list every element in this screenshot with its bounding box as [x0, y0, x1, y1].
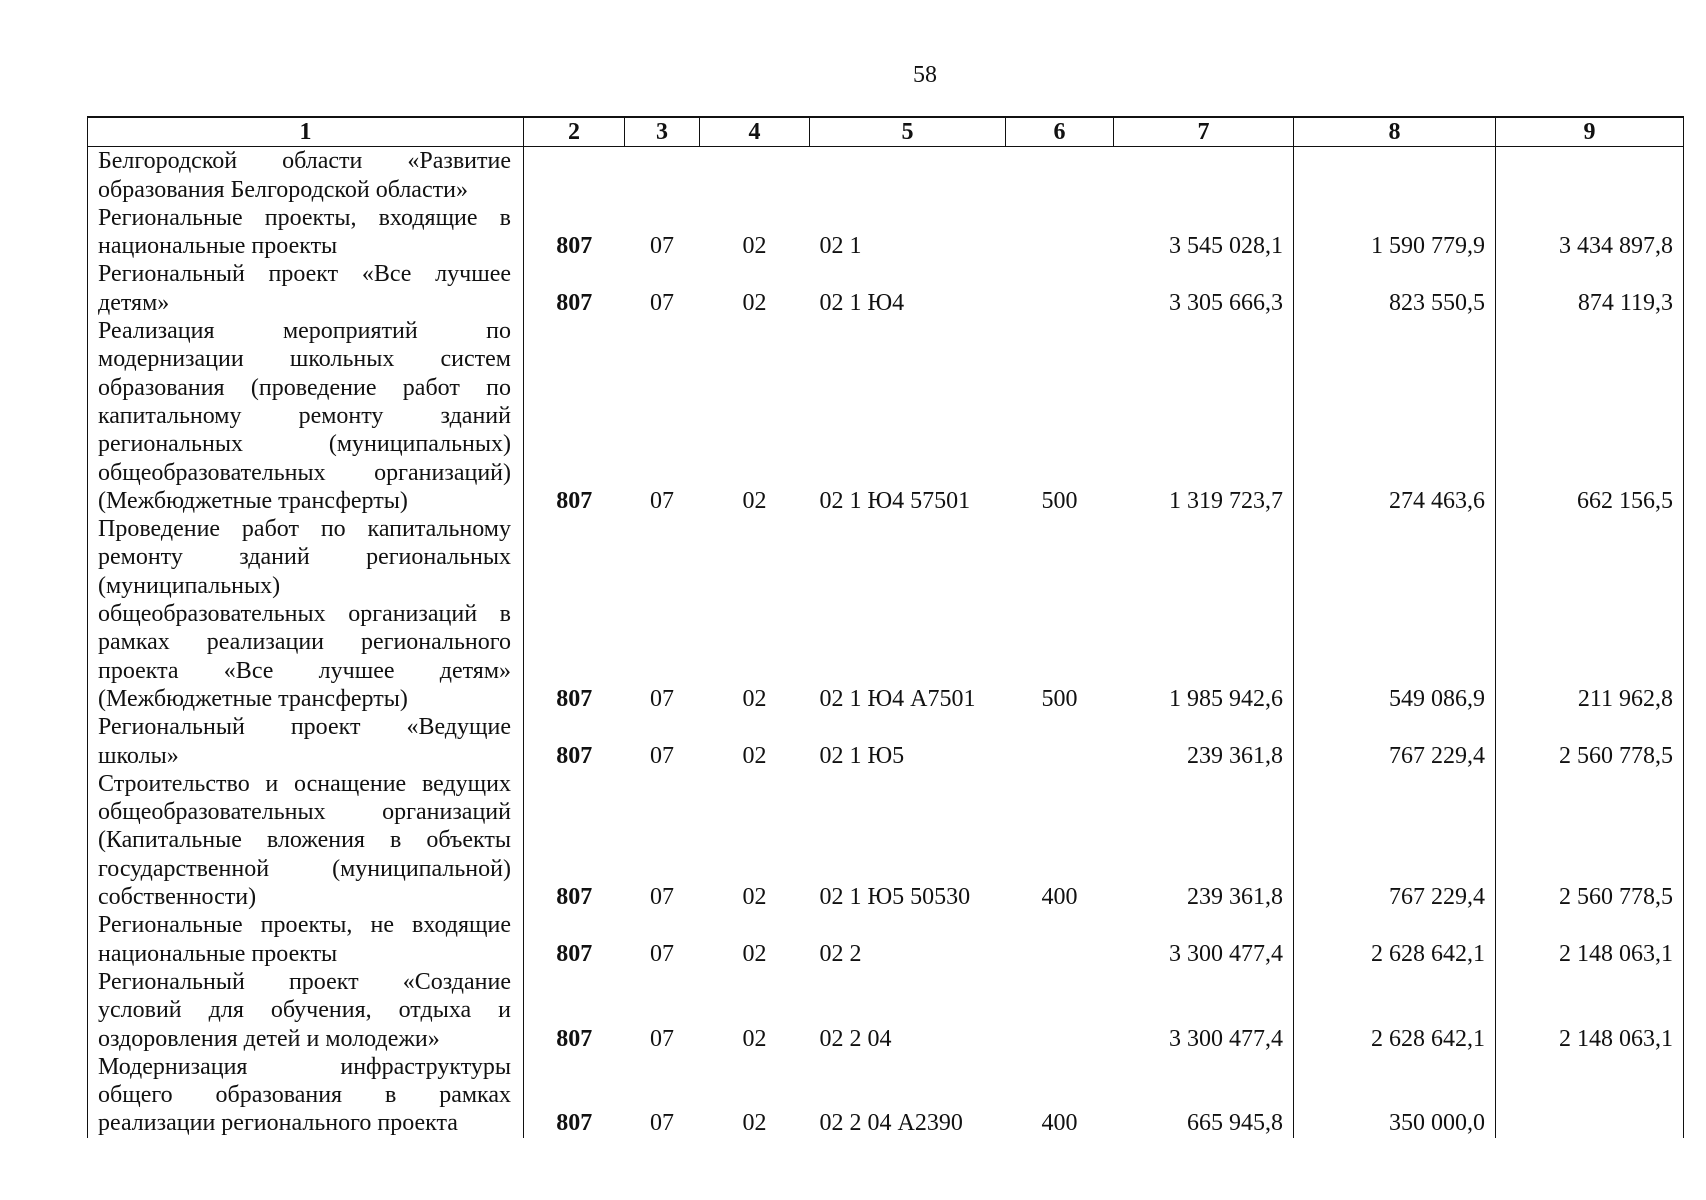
subsection-code: [700, 147, 810, 204]
row-name-line: Региональные проекты, не входящие: [98, 912, 511, 939]
column-header: 6: [1006, 117, 1114, 147]
table-row: [88, 260, 1684, 317]
section-code: [625, 147, 700, 204]
row-name-cell: [88, 1053, 524, 1138]
section-code: 07: [650, 289, 674, 316]
expense-type-code: [1006, 260, 1114, 317]
amount-col8: 1 590 779,9: [1294, 204, 1496, 261]
amount-col8: 767 229,4: [1294, 770, 1496, 911]
row-name-cell: [88, 260, 524, 317]
row-name-line: общеобразовательных организаций в: [98, 601, 511, 628]
section-code: 07: [650, 940, 674, 967]
row-name-line: детям»: [98, 289, 170, 316]
table-row: [88, 317, 1684, 515]
row-name-line: проекта «Все лучшее детям»: [98, 657, 511, 684]
row-name-line: собственности): [98, 884, 257, 911]
column-header: 1: [88, 117, 524, 147]
amount-col8: 767 229,4: [1294, 713, 1496, 770]
amount-col8: 823 550,5: [1294, 260, 1496, 317]
expense-type-code: 400: [1041, 884, 1078, 911]
row-name-line: школы»: [98, 742, 179, 769]
grbs-code: [524, 147, 625, 204]
header-row: [88, 117, 1684, 147]
column-header: 2: [524, 117, 625, 147]
subsection-code: 02: [742, 742, 767, 769]
row-name-line: Региональные проекты, входящие в: [98, 204, 511, 231]
section-code: 07: [650, 1025, 674, 1052]
row-name-line: оздоровления детей и молодежи»: [98, 1025, 440, 1052]
amount-col7: 3 300 477,4: [1114, 968, 1294, 1053]
table-body: [88, 147, 1684, 1138]
row-name-line: общеобразовательных организаций: [98, 799, 511, 826]
grbs-code: 807: [524, 911, 625, 968]
amount-col7: [1114, 147, 1294, 204]
row-name-line: национальные проекты: [98, 940, 338, 967]
grbs-code: 807: [524, 260, 625, 317]
expense-type-code: 400: [1041, 1110, 1078, 1137]
expense-type-code: [1006, 204, 1114, 261]
table-row: [88, 713, 1684, 770]
target-article-code: 02 1 Ю5: [819, 742, 905, 769]
table-row: [88, 968, 1684, 1053]
table-row: [88, 911, 1684, 968]
amount-col7: 3 300 477,4: [1114, 911, 1294, 968]
amount-col7: 239 361,8: [1114, 770, 1294, 911]
amount-col9: 2 560 778,5: [1496, 713, 1684, 770]
row-name-cell: [88, 968, 524, 1053]
subsection-code: 02: [742, 884, 767, 911]
grbs-code: 807: [524, 770, 625, 911]
amount-col9: [1496, 1053, 1684, 1138]
table-row: [88, 204, 1684, 261]
row-name-line: Региональный проект «Создание: [98, 968, 511, 995]
amount-col9: 874 119,3: [1496, 260, 1684, 317]
target-article-code: 02 1: [819, 233, 862, 260]
row-name-line: (Межбюджетные трансферты): [98, 487, 408, 514]
subsection-code: 02: [742, 233, 767, 260]
amount-col7: 239 361,8: [1114, 713, 1294, 770]
row-name-cell: [88, 713, 524, 770]
expense-type-code: [1006, 968, 1114, 1053]
row-name-line: общего образования в рамках: [98, 1082, 511, 1109]
row-name-cell: [88, 911, 524, 968]
amount-col8: 2 628 642,1: [1294, 911, 1496, 968]
row-name-cell: [88, 515, 524, 713]
subsection-code: 02: [742, 487, 767, 514]
row-name-line: (Капитальные вложения в объекты: [98, 827, 511, 854]
row-name-line: ремонту зданий региональных: [98, 544, 511, 571]
target-article-code: 02 1 Ю4 А7501: [819, 685, 976, 712]
grbs-code: 807: [524, 1053, 625, 1138]
amount-col9: 2 148 063,1: [1496, 968, 1684, 1053]
column-header: 3: [625, 117, 700, 147]
row-name-line: национальные проекты: [98, 233, 338, 260]
row-name-cell: [88, 317, 524, 515]
column-header: 7: [1114, 117, 1294, 147]
amount-col8: 350 000,0: [1294, 1053, 1496, 1138]
budget-table: [87, 116, 1684, 1138]
grbs-code: 807: [524, 968, 625, 1053]
target-article-code: 02 2 04: [819, 1025, 892, 1052]
amount-col7: 3 545 028,1: [1114, 204, 1294, 261]
target-article-code: 02 1 Ю5 50530: [819, 884, 971, 911]
amount-col9: 2 560 778,5: [1496, 770, 1684, 911]
subsection-code: 02: [742, 685, 767, 712]
amount-col9: 211 962,8: [1496, 515, 1684, 713]
row-name-line: Региональный проект «Ведущие: [98, 714, 511, 741]
expense-type-code: [1006, 713, 1114, 770]
row-name-line: (муниципальных): [98, 572, 281, 599]
grbs-code: 807: [524, 713, 625, 770]
row-name-line: Строительство и оснащение ведущих: [98, 770, 511, 797]
expense-type-code: 500: [1041, 685, 1078, 712]
amount-col7: 1 319 723,7: [1114, 317, 1294, 515]
target-article-code: 02 1 Ю4: [819, 289, 905, 316]
amount-col9: 3 434 897,8: [1496, 204, 1684, 261]
grbs-code: 807: [524, 317, 625, 515]
amount-col9: 662 156,5: [1496, 317, 1684, 515]
column-header: 4: [700, 117, 810, 147]
row-name-line: модернизации школьных систем: [98, 346, 511, 373]
row-name-line: (Межбюджетные трансферты): [98, 685, 408, 712]
row-name-line: Региональный проект «Все лучшее: [98, 261, 511, 288]
table-row: [88, 515, 1684, 713]
amount-col8: 549 086,9: [1294, 515, 1496, 713]
column-header: 9: [1496, 117, 1684, 147]
row-name-line: реализации регионального проекта: [98, 1110, 458, 1137]
target-article-code: [810, 147, 1006, 204]
table-row: [88, 770, 1684, 911]
section-code: 07: [650, 884, 674, 911]
expense-type-code: [1006, 911, 1114, 968]
table-row: [88, 1053, 1684, 1138]
subsection-code: 02: [742, 1110, 767, 1137]
section-code: 07: [650, 685, 674, 712]
subsection-code: 02: [742, 289, 767, 316]
expense-type-code: 500: [1041, 487, 1078, 514]
row-name-line: Модернизация инфраструктуры: [98, 1053, 511, 1080]
row-name-line: образования (проведение работ по: [98, 374, 511, 401]
row-name-line: Белгородской области «Развитие: [98, 148, 511, 175]
target-article-code: 02 2 04 А2390: [819, 1110, 963, 1137]
row-name-line: рамках реализации регионального: [98, 629, 511, 656]
row-name-line: общеобразовательных организаций): [98, 459, 511, 486]
amount-col7: 3 305 666,3: [1114, 260, 1294, 317]
row-name-line: государственной (муниципальной): [98, 855, 511, 882]
row-name-cell: [88, 204, 524, 261]
section-code: 07: [650, 487, 674, 514]
row-name-line: капитальному ремонту зданий: [98, 402, 511, 429]
expense-type-code: [1006, 147, 1114, 204]
grbs-code: 807: [524, 515, 625, 713]
section-code: 07: [650, 742, 674, 769]
row-name-line: образования Белгородской области»: [98, 176, 468, 203]
amount-col8: [1294, 147, 1496, 204]
page-number: 58: [913, 62, 937, 88]
amount-col9: [1496, 147, 1684, 204]
amount-col9: 2 148 063,1: [1496, 911, 1684, 968]
grbs-code: 807: [524, 204, 625, 261]
section-code: 07: [650, 1110, 674, 1137]
row-name-line: Проведение работ по капитальному: [98, 516, 511, 543]
row-name-line: региональных (муниципальных): [98, 431, 511, 458]
column-header: 5: [810, 117, 1006, 147]
row-name-line: условий для обучения, отдыха и: [98, 997, 511, 1024]
amount-col7: 1 985 942,6: [1114, 515, 1294, 713]
subsection-code: 02: [742, 940, 767, 967]
table-row: [88, 147, 1684, 204]
amount-col8: 2 628 642,1: [1294, 968, 1496, 1053]
row-name-line: Реализация мероприятий по: [98, 318, 511, 345]
row-name-cell: [88, 770, 524, 911]
amount-col7: 665 945,8: [1114, 1053, 1294, 1138]
target-article-code: 02 2: [819, 940, 862, 967]
section-code: 07: [650, 233, 674, 260]
column-header: 8: [1294, 117, 1496, 147]
row-name-cell: [88, 147, 524, 204]
amount-col8: 274 463,6: [1294, 317, 1496, 515]
target-article-code: 02 1 Ю4 57501: [819, 487, 971, 514]
subsection-code: 02: [742, 1025, 767, 1052]
